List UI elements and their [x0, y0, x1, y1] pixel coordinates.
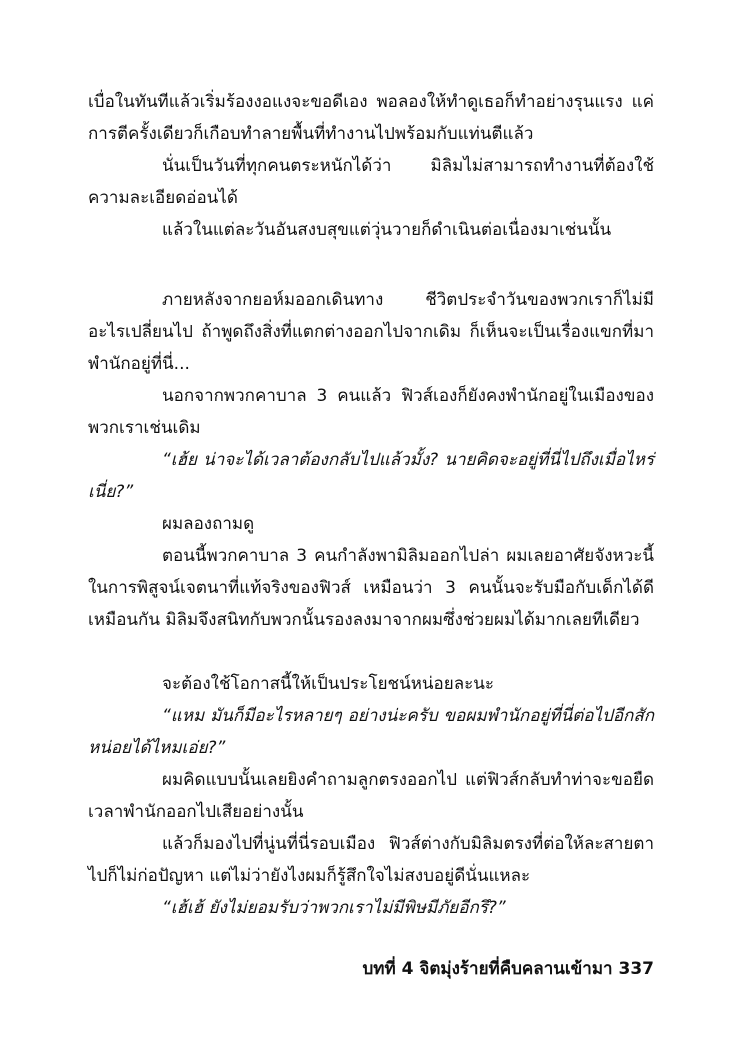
paragraph-9: ผมคิดแบบนั้นเลยยิงคำถามลูกตรงออกไป แต่ฟิวส์กลับทำท่าจะขอยืดเวลาพำนักออกไปเสียอย่างนั้น [88, 770, 654, 822]
paragraph-2: นั่นเป็นวันที่ทุกคนตระหนักได้ว่า มิลิมไม่สามารถทำงานที่ต้องใช้ความละเอียดอ่อนได้ [88, 156, 654, 208]
paragraph-7: ตอนนี้พวกคาบาล 3 คนกำลังพามิลิมออกไปล่า ผมเลยอาศัยจังหวะนี้ในการพิสูจน์เจตนาที่แท้จริงของฟิวส์ เหมือนว่า 3 คนนั้นจะรับมือกับเด็กได้ดีเหมือนกัน มิลิมจึงสนิทกับพวกนั้นรองลงมาจากผมซึ่งช่วยผมได้มากเลยทีเดียว [88, 546, 654, 630]
quote-2: “แหม มันก็มีอะไรหลายๆ อย่างน่ะครับ ขอผมพำนักอยู่ที่นี่ต่อไปอีกสักหน่อยได้ไหมเอ่ย?” [88, 706, 654, 758]
paragraph-6: ผมลองถามดู [162, 514, 255, 534]
paragraph-5: นอกจากพวกคาบาล 3 คนแล้ว ฟิวส์เองก็ยังคงพำนักอยู่ในเมืองของพวกเราเช่นเดิม [88, 386, 654, 438]
paragraph-3: แล้วในแต่ละวันอันสงบสุขแต่วุ่นวายก็ดำเนินต่อเนื่องมาเช่นนั้น [162, 220, 612, 240]
page-footer: บทที่ 4 จิตมุ่งร้ายที่คืบคลานเข้ามา 337 [362, 959, 654, 979]
quote-3: “เฮ้เฮ้ ยังไม่ยอมรับว่าพวกเราไม่มีพิษมีภัยอีกรึ?” [162, 898, 506, 918]
paragraph-4: ภายหลังจากยอห์มออกเดินทาง ชีวิตประจำวันของพวกเราก็ไม่มีอะไรเปลี่ยนไป ถ้าพูดถึงสิ่งที่แตกต่างออกไปจากเดิม ก็เห็นจะเป็นเรื่องแขกที่มาพำนักอยู่ที่นี่... [88, 290, 654, 374]
paragraph-10: แล้วก็มองไปที่นู่นที่นี่รอบเมือง ฟิวส์ต่างกับมิลิมตรงที่ต่อให้ละสายตาไปก็ไม่ก่อปัญหา แต่ไม่ว่ายังไงผมก็รู้สึกใจไม่สงบอยู่ดีนั่นแหละ [88, 834, 654, 886]
quote-1: “เฮ้ย น่าจะได้เวลาต้องกลับไปแล้วมั้ง? นายคิดจะอยู่ที่นี่ไปถึงเมื่อไหร่เนี่ย?” [88, 450, 654, 502]
paragraph-1: เบื่อในทันทีแล้วเริ่มร้องงอแงจะขอดีเอง พอลองให้ทำดูเธอก็ทำอย่างรุนแรง แค่การตีครั้งเดียวก็เกือบทำลายพื้นที่ทำงานไปพร้อมกับแท่นตีแล้ว [88, 92, 654, 144]
paragraph-8: จะต้องใช้โอกาสนี้ให้เป็นประโยชน์หน่อยละนะ [162, 674, 494, 694]
